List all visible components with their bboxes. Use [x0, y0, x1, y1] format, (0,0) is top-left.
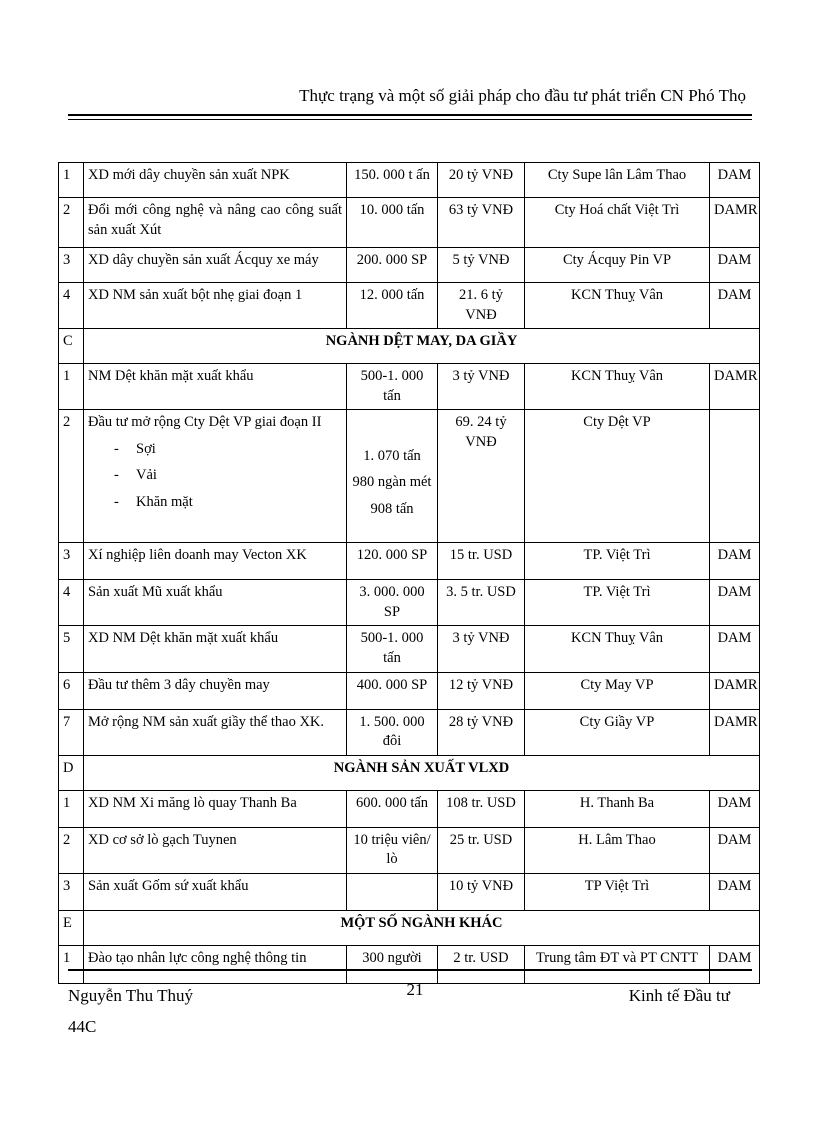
- quantity-cell: 120. 000 SP: [347, 543, 438, 580]
- row-number: 3: [59, 543, 84, 580]
- row-number: 1: [59, 163, 84, 198]
- row-number: 6: [59, 672, 84, 709]
- project-name: XD NM Xi măng lò quay Thanh Ba: [84, 790, 347, 827]
- quantity-cell: 12. 000 tấn: [347, 283, 438, 329]
- row-number: 2: [59, 827, 84, 873]
- quantity-cell: 500-1. 000 tấn: [347, 626, 438, 672]
- location-cell: TP. Việt Trì: [525, 543, 710, 580]
- capital-cell: 108 tr. USD: [438, 790, 525, 827]
- table-row: [59, 163, 760, 198]
- status-cell: DAM: [710, 248, 760, 283]
- table-row: [59, 790, 760, 827]
- capital-cell: 3. 5 tr. USD: [438, 580, 525, 626]
- table-row: [59, 827, 760, 873]
- table-row: [59, 410, 760, 543]
- sub-item: - Sợi: [114, 440, 342, 460]
- quantity-cell: 600. 000 tấn: [347, 790, 438, 827]
- location-cell: Cty May VP: [525, 672, 710, 709]
- project-name: Sản xuất Mũ xuất khẩu: [84, 580, 347, 626]
- section-code: E: [59, 910, 84, 945]
- quantity-cell: 200. 000 SP: [347, 248, 438, 283]
- location-cell: H. Lâm Thao: [525, 827, 710, 873]
- table-row: [59, 580, 760, 626]
- location-cell: Cty Giầy VP: [525, 709, 710, 755]
- table-row: [59, 198, 760, 248]
- location-cell: KCN Thuỵ Vân: [525, 626, 710, 672]
- project-name: Xí nghiệp liên doanh may Vecton XK: [84, 543, 347, 580]
- page-number: 21: [406, 980, 424, 999]
- row-number: 5: [59, 626, 84, 672]
- project-name: NM Dệt khăn mặt xuất khẩu: [84, 364, 347, 410]
- status-cell: DAM: [710, 626, 760, 672]
- table-row: [59, 709, 760, 755]
- status-cell: DAMR: [710, 198, 760, 248]
- project-name: XD dây chuyền sản xuất Ácquy xe máy: [84, 248, 347, 283]
- table-row: [59, 283, 760, 329]
- footer-department: Kinh tế Đầu tư: [628, 986, 730, 1005]
- capital-cell: 21. 6 tỷ VNĐ: [438, 283, 525, 329]
- sub-item: - Vải: [114, 466, 342, 486]
- section-title: MỘT SỐ NGÀNH KHÁC: [84, 910, 760, 945]
- row-number: 3: [59, 873, 84, 910]
- status-cell: DAM: [710, 827, 760, 873]
- capital-cell: 3 tỷ VNĐ: [438, 364, 525, 410]
- row-number: 4: [59, 580, 84, 626]
- location-cell: KCN Thuỵ Vân: [525, 283, 710, 329]
- status-cell: DAM: [710, 945, 760, 983]
- location-cell: Cty Dệt VP: [525, 410, 710, 543]
- row-number: 4: [59, 283, 84, 329]
- table-row: [59, 672, 760, 709]
- location-cell: Cty Hoá chất Việt Trì: [525, 198, 710, 248]
- table-row: [59, 945, 760, 983]
- quantity-cell: [347, 873, 438, 910]
- capital-cell: 2 tr. USD: [438, 945, 525, 983]
- quantity-cell: 1. 500. 000 đôi: [347, 709, 438, 755]
- capital-cell: 5 tỷ VNĐ: [438, 248, 525, 283]
- capital-cell: 69. 24 tỷ VNĐ: [438, 410, 525, 543]
- status-cell: DAM: [710, 873, 760, 910]
- quantity-cell: 300 người: [347, 945, 438, 983]
- capital-cell: 25 tr. USD: [438, 827, 525, 873]
- project-name: Đào tạo nhân lực công nghệ thông tin: [84, 945, 347, 983]
- project-name: Đổi mới công nghệ và nâng cao công suất sản xuất Xút: [84, 198, 347, 248]
- section-title: NGÀNH SẢN XUẤT VLXD: [84, 755, 760, 790]
- header-rule-thick: [68, 114, 752, 116]
- footer-author: Nguyễn Thu Thuý: [68, 986, 193, 1005]
- section-header-row: [59, 910, 760, 945]
- footer-class: 44C: [68, 1017, 97, 1036]
- quantity-cell: 150. 000 t ấn: [347, 163, 438, 198]
- sub-item-list: [88, 440, 342, 513]
- location-cell: TP Việt Trì: [525, 873, 710, 910]
- sub-item-quantity: 980 ngàn mét: [352, 474, 432, 491]
- table-row: [59, 626, 760, 672]
- status-cell: DAM: [710, 163, 760, 198]
- section-title: NGÀNH DỆT MAY, DA GIẦY: [84, 329, 760, 364]
- status-cell: DAMR: [710, 672, 760, 709]
- location-cell: Cty Supe lân Lâm Thao: [525, 163, 710, 198]
- project-name: XD NM Dệt khăn mặt xuất khẩu: [84, 626, 347, 672]
- section-code: C: [59, 329, 84, 364]
- table-row: [59, 248, 760, 283]
- capital-cell: 28 tỷ VNĐ: [438, 709, 525, 755]
- status-cell: DAM: [710, 580, 760, 626]
- investment-projects-table: [58, 162, 760, 984]
- capital-cell: 12 tỷ VNĐ: [438, 672, 525, 709]
- location-cell: KCN Thuỵ Vân: [525, 364, 710, 410]
- header-rule-thin: [68, 119, 752, 120]
- document-header-title: Thực trạng và một số giải pháp cho đầu tư phát triển CN Phó Thọ: [299, 86, 746, 105]
- project-name-cell: [84, 410, 347, 543]
- status-cell: DAM: [710, 543, 760, 580]
- location-cell: Trung tâm ĐT và PT CNTT: [525, 945, 710, 983]
- status-cell: [710, 410, 760, 543]
- row-number: 7: [59, 709, 84, 755]
- table-row: [59, 543, 760, 580]
- row-number: 3: [59, 248, 84, 283]
- project-name: Đầu tư thêm 3 dây chuyền may: [84, 672, 347, 709]
- status-cell: DAM: [710, 790, 760, 827]
- table-row: [59, 873, 760, 910]
- capital-cell: 10 tỷ VNĐ: [438, 873, 525, 910]
- project-name: Sản xuất Gốm sứ xuất khẩu: [84, 873, 347, 910]
- quantity-cell: [347, 410, 438, 543]
- status-cell: DAM: [710, 283, 760, 329]
- capital-cell: 63 tỷ VNĐ: [438, 198, 525, 248]
- project-name: Đầu tư mở rộng Cty Dệt VP giai đoạn II: [88, 414, 322, 431]
- project-name: XD NM sản xuất bột nhẹ giai đoạn 1: [84, 283, 347, 329]
- project-name: Mở rộng NM sản xuất giầy thể thao XK.: [84, 709, 347, 755]
- row-number: 2: [59, 410, 84, 543]
- row-number: 1: [59, 790, 84, 827]
- section-header-row: [59, 755, 760, 790]
- status-cell: DAMR: [710, 709, 760, 755]
- capital-cell: 15 tr. USD: [438, 543, 525, 580]
- quantity-cell: 3. 000. 000 SP: [347, 580, 438, 626]
- capital-cell: 3 tỷ VNĐ: [438, 626, 525, 672]
- status-cell: DAMR: [710, 364, 760, 410]
- project-name: XD cơ sở lò gạch Tuynen: [84, 827, 347, 873]
- quantity-cell: 400. 000 SP: [347, 672, 438, 709]
- location-cell: H. Thanh Ba: [525, 790, 710, 827]
- row-number: 1: [59, 945, 84, 983]
- location-cell: TP. Việt Trì: [525, 580, 710, 626]
- capital-cell: 20 tỷ VNĐ: [438, 163, 525, 198]
- project-name: XD mới dây chuyền sản xuất NPK: [84, 163, 347, 198]
- quantity-cell: 10 triệu viên/ lò: [347, 827, 438, 873]
- row-number: 2: [59, 198, 84, 248]
- sub-item: - Khăn mặt: [114, 493, 342, 513]
- sub-item-quantity: 908 tấn: [370, 500, 414, 517]
- row-number: 1: [59, 364, 84, 410]
- footer-rule: [68, 969, 752, 971]
- section-header-row: [59, 329, 760, 364]
- quantity-cell: 500-1. 000 tấn: [347, 364, 438, 410]
- location-cell: Cty Ácquy Pin VP: [525, 248, 710, 283]
- quantity-cell: 10. 000 tấn: [347, 198, 438, 248]
- section-code: D: [59, 755, 84, 790]
- sub-item-quantity: 1. 070 tấn: [363, 447, 421, 464]
- table-row: [59, 364, 760, 410]
